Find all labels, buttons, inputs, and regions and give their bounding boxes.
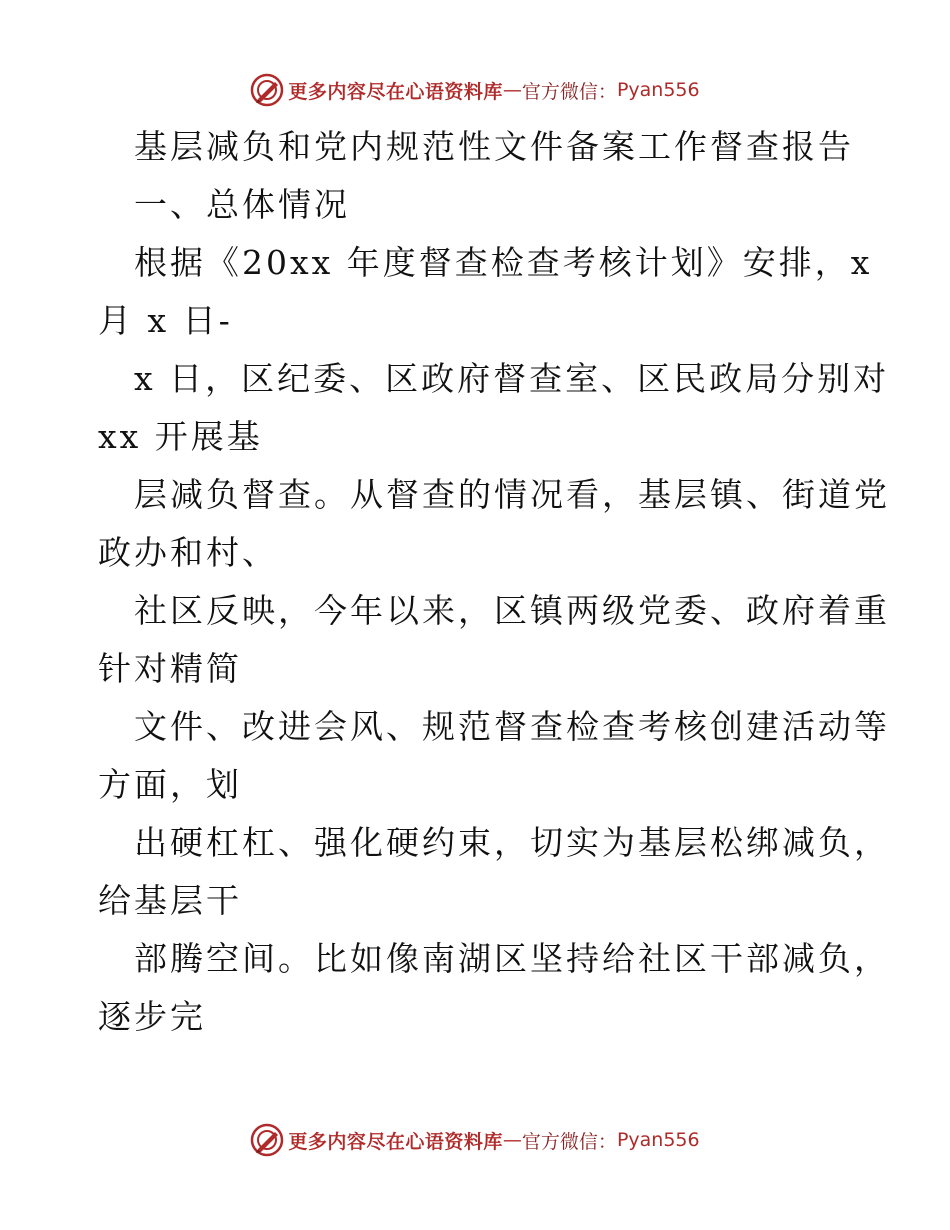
paragraph-line: 方面，划 <box>98 765 242 804</box>
banner-wechat-label: 官方微信： <box>521 1130 617 1153</box>
paragraph-line: 政办和村、 <box>98 533 278 572</box>
banner-main-text: 更多内容尽在心语资料库 <box>288 80 503 103</box>
banner-wechat-label: 官方微信： <box>521 80 617 103</box>
banner-wechat-handle: Pyan556 <box>616 1129 700 1151</box>
paragraph-line: x 日，区纪委、区政府督查室、区民政局分别对 <box>134 359 890 398</box>
header-watermark-banner <box>0 70 950 110</box>
banner-wechat-handle: Pyan556 <box>616 79 700 101</box>
paragraph-line: 根据《20xx 年度督查检查考核计划》安排，x <box>134 243 873 282</box>
pen-logo-icon <box>250 73 284 107</box>
document-title: 基层减负和党内规范性文件备案工作督查报告 <box>134 127 854 166</box>
banner-separator: — <box>502 79 522 101</box>
paragraph-line: 社区反映，今年以来，区镇两级党委、政府着重 <box>134 591 890 630</box>
paragraph-line: 出硬杠杠、强化硬约束，切实为基层松绑减负， <box>134 823 890 862</box>
paragraph-line: 部腾空间。比如像南湖区坚持给社区干部减负， <box>134 939 890 978</box>
section-heading: 一、总体情况 <box>134 185 350 224</box>
paragraph-line: 给基层干 <box>98 881 242 920</box>
paragraph-line: 层减负督查。从督查的情况看，基层镇、街道党 <box>134 475 890 514</box>
paragraph-line: 针对精简 <box>98 649 242 688</box>
pen-logo-icon <box>250 1123 284 1157</box>
footer-watermark-banner <box>0 1120 950 1160</box>
paragraph-line: xx 开展基 <box>98 417 263 456</box>
document-body <box>98 118 898 1046</box>
paragraph-line: 月 x 日- <box>98 301 233 340</box>
banner-separator: — <box>502 1129 522 1151</box>
paragraph-line: 文件、改进会风、规范督查检查考核创建活动等 <box>134 707 890 746</box>
banner-main-text: 更多内容尽在心语资料库 <box>288 1130 503 1153</box>
paragraph-line: 逐步完 <box>98 997 206 1036</box>
